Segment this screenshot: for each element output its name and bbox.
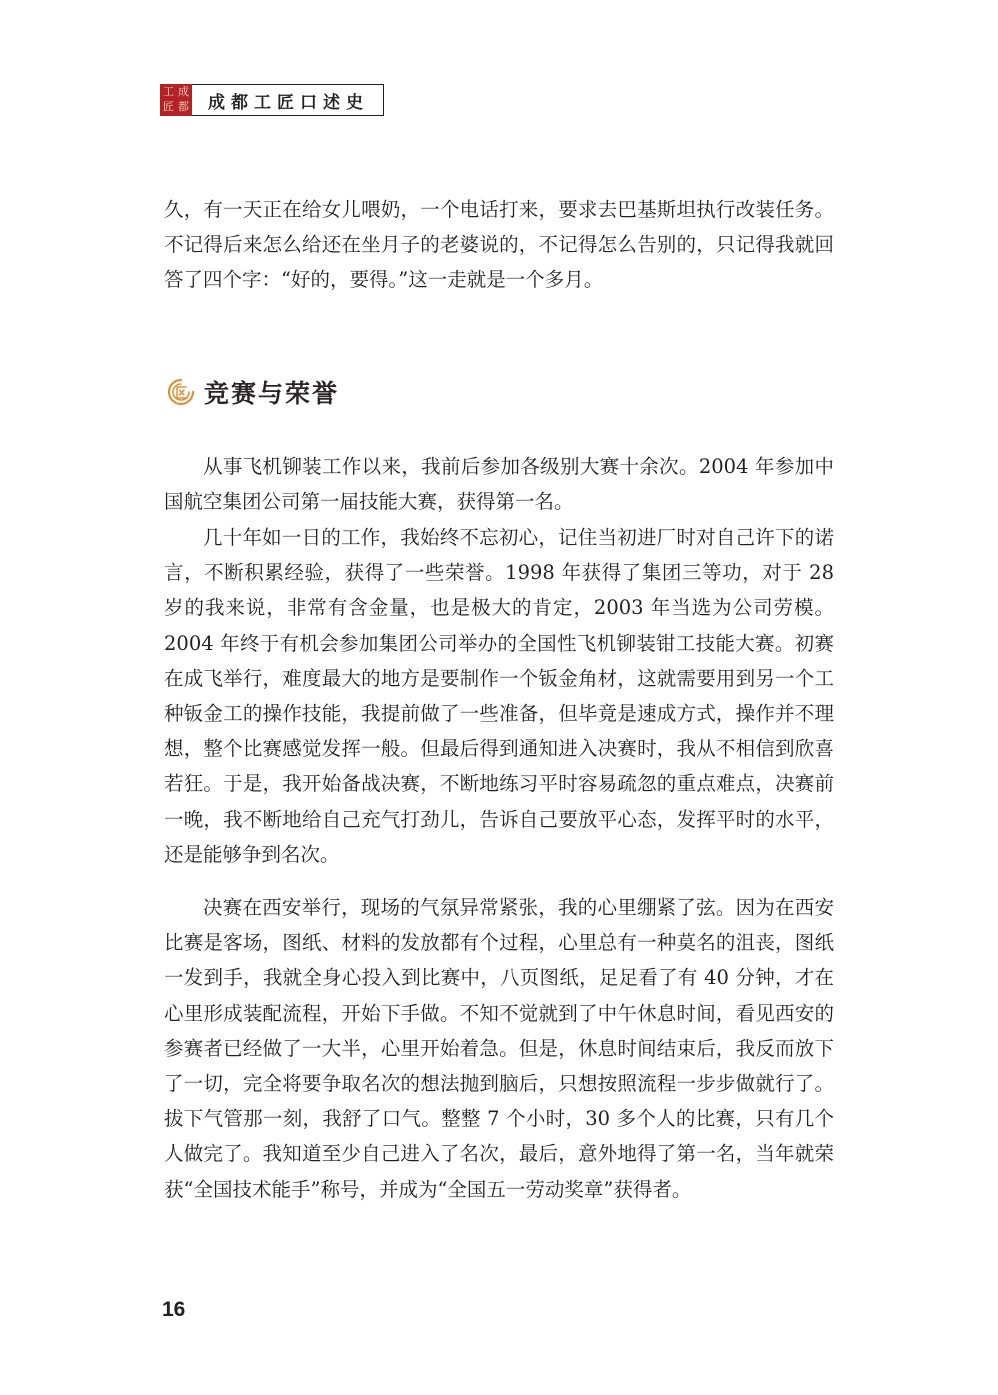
craftsman-seal-icon [166,377,196,407]
seal-char: 工 [163,85,174,98]
continued-paragraph: 久，有一天正在给女儿喂奶，一个电话打来，要求去巴基斯坦执行改装任务。不记得后来怎么给还在坐月子的老婆说的，不记得怎么告别的，只记得我就回答了四个字：“好的，要得。”这一走就是一个多月。 [164,198,834,292]
page-number: 16 [162,1298,186,1321]
section-heading [166,372,339,412]
running-header [160,84,384,116]
seal-char: 匠 [163,100,174,113]
body-paragraph: 几十年如一日的工作，我始终不忘初心，记住当初进厂时对自己许下的诺言，不断积累经验，获得了一些荣誉。1998 年获得了集团三等功，对于 28 岁的我来说，非常有含金量，也是极大的肯定，2003 年当选为公司劳模。2004 年终于有机会参加集团公司举办的全国性飞机铆装钳工技能大赛。初赛在成飞举行，难度最大的地方是要制作一个钣金角材，这就需要用到另一个工种钣金工的操作技能，我提前做了一些准备，但毕竟是速成方式，操作并不理想，整个比赛感觉发挥一般。但最后得到通知进入决赛时，我从不相信到欣喜若狂。于是，我开始备战决赛，不断地练习平时容易疏忽的重点难点，决赛前一晚，我不断地给自己充气打劲儿，告诉自己要放平心态，发挥平时的水平，还是能够争到名次。 [164,526,834,866]
book-title: 成都工匠口述史 [192,84,384,116]
body-paragraph: 决赛在西安举行，现场的气氛异常紧张，我的心里绷紧了弦。因为在西安比赛是客场，图纸、材料的发放都有个过程，心里总有一种莫名的沮丧，图纸一发到手，我就全身心投入到比赛中，八页图纸，足足看了有 40 分钟，才在心里形成装配流程，开始下手做。不知不觉就到了中午休息时间，看见西安的参赛者已经做了一大半，心里开始着急。但是，休息时间结束后，我反而放下了一切，完全将要争取名次的想法抛到脑后，只想按照流程一步步做就行了。拔下气管那一刻，我舒了口气。整整 7 个小时，30 多个人的比赛，只有几个人做完了。我知道至少自己进入了名次，最后，意外地得了第一名，当年就荣获“全国技术能手”称号，并成为“全国五一劳动奖章”获得者。 [164,896,834,1201]
series-seal-logo [160,84,192,116]
section-title: 竞赛与荣誉 [204,379,340,408]
seal-char: 成 [178,85,189,98]
body-paragraph: 从事飞机铆装工作以来，我前后参加各级别大赛十余次。2004 年参加中国航空集团公司第一届技能大赛，获得第一名。 [164,455,834,514]
seal-char: 都 [178,100,189,113]
